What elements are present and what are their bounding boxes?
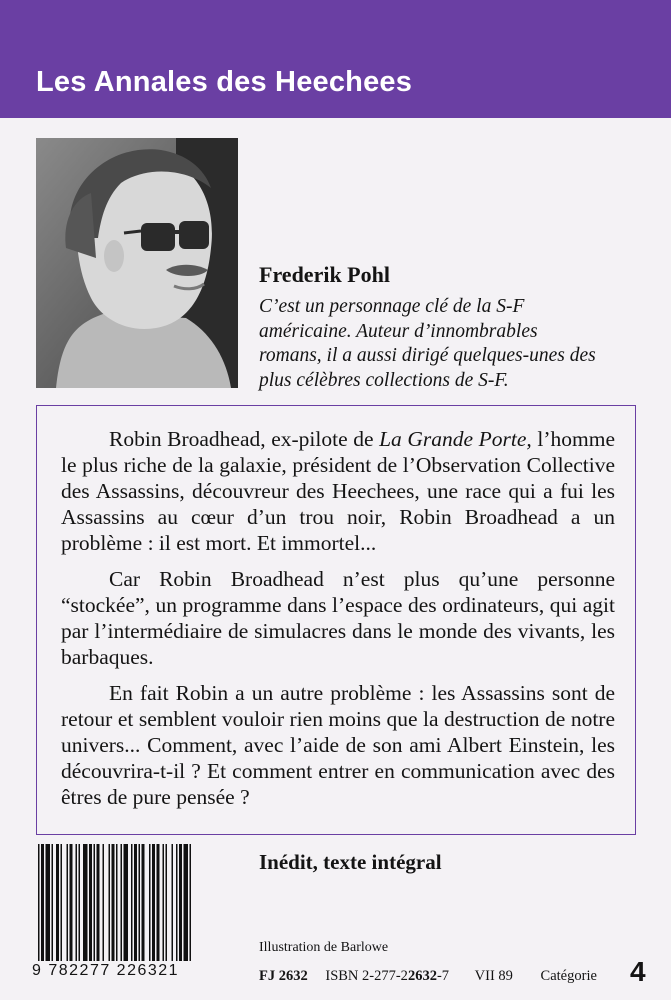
barcode-bar [56, 844, 59, 961]
barcode-icon [36, 844, 241, 961]
barcode-bar [149, 844, 151, 961]
summary-p1-end: l’homme le plus riche de la galaxie, président de l’Observation Collective des Assassins, découvreur des Heechees, une race qui a fui les Assassins au cœur d’un trou noir, Robin Broadhead a un problème : il est mort. Et immortel... [61, 427, 615, 555]
barcode-bar [121, 844, 123, 961]
category-label: Catégorie [540, 968, 597, 984]
barcode-bar [157, 844, 160, 961]
barcode-bar [52, 844, 54, 961]
barcode-bar [38, 844, 40, 961]
barcode-bar [166, 844, 168, 961]
summary-paragraph-2: Car Robin Broadhead n’est plus qu’une personne “stockée”, un programme dans l’espace des ordinateurs, qui agit par l’intermédiaire de simulacres dans le monde des vivants, les barbaques. [61, 567, 615, 669]
catalog-ref: FJ 2632 [259, 968, 308, 984]
barcode-bar [112, 844, 115, 961]
author-bio-line: romans, il a aussi dirigé quelques-unes des [259, 345, 596, 366]
summary-box [36, 405, 636, 835]
footer-line [259, 956, 654, 987]
author-bio-line: américaine. Auteur d’innombrables [259, 320, 538, 342]
barcode-bar [184, 844, 189, 961]
isbn [325, 968, 449, 985]
series-title: Les Annales des Heechees [36, 66, 413, 98]
barcode-bar [89, 844, 92, 961]
barcode-bar [94, 844, 96, 961]
author-bio-line: plus célèbres collections de S-F. [259, 369, 509, 391]
category-number: 4 [630, 956, 646, 987]
barcode-bar [124, 844, 129, 961]
summary-p1-start: Robin Broadhead, ex-pilote de [109, 427, 380, 451]
barcode-bar [116, 844, 118, 961]
barcode-bar [70, 844, 73, 961]
isbn-prefix: ISBN 2-277-2 [325, 968, 408, 984]
barcode-bar [152, 844, 155, 961]
isbn-suffix: -7 [436, 968, 450, 984]
barcode-bar [61, 844, 63, 961]
barcode-bar [103, 844, 105, 961]
barcode-bar [172, 844, 174, 961]
barcode-bar [109, 844, 111, 961]
barcode-bar [134, 844, 137, 961]
barcode-bar [67, 844, 69, 961]
header-band [0, 0, 671, 118]
author-photo [36, 138, 238, 388]
illustration-credit: Illustration de Barlowe [259, 940, 389, 955]
summary-paragraph-1 [61, 426, 615, 556]
barcode-bar [142, 844, 145, 961]
book-title: La Grande Porte, [379, 427, 532, 451]
barcode-bar [163, 844, 165, 961]
barcode-digits: 9 782277 226321 [32, 962, 180, 979]
barcode-bar [76, 844, 78, 961]
edition-note: Inédit, texte intégral [259, 850, 442, 874]
author-bio [259, 295, 654, 393]
barcode-bar [46, 844, 51, 961]
barcode-bar [41, 844, 44, 961]
barcode-bar [190, 844, 192, 961]
barcode-bar [139, 844, 141, 961]
printing-date: VII 89 [474, 968, 513, 984]
barcode-bar [176, 844, 178, 961]
author-portrait-icon [36, 138, 238, 388]
isbn-number: 2632 [407, 968, 437, 984]
author-bio-line: C’est un personnage clé de la S-F [259, 296, 525, 317]
barcode-bar [131, 844, 133, 961]
barcode-bar [83, 844, 88, 961]
summary-paragraph-3: En fait Robin a un autre problème : les Assassins sont de retour et semblent vouloir rien moins que la destruction de notre univers... Comment, avec l’aide de son ami Albert Einstein, les découvrira-t-il ? Et comment entrer en communication avec des êtres de pure pensée ? [61, 681, 615, 809]
barcode-bar [179, 844, 182, 961]
author-name: Frederik Pohl [259, 262, 390, 287]
barcode-bar [79, 844, 81, 961]
barcode-bar [97, 844, 100, 961]
